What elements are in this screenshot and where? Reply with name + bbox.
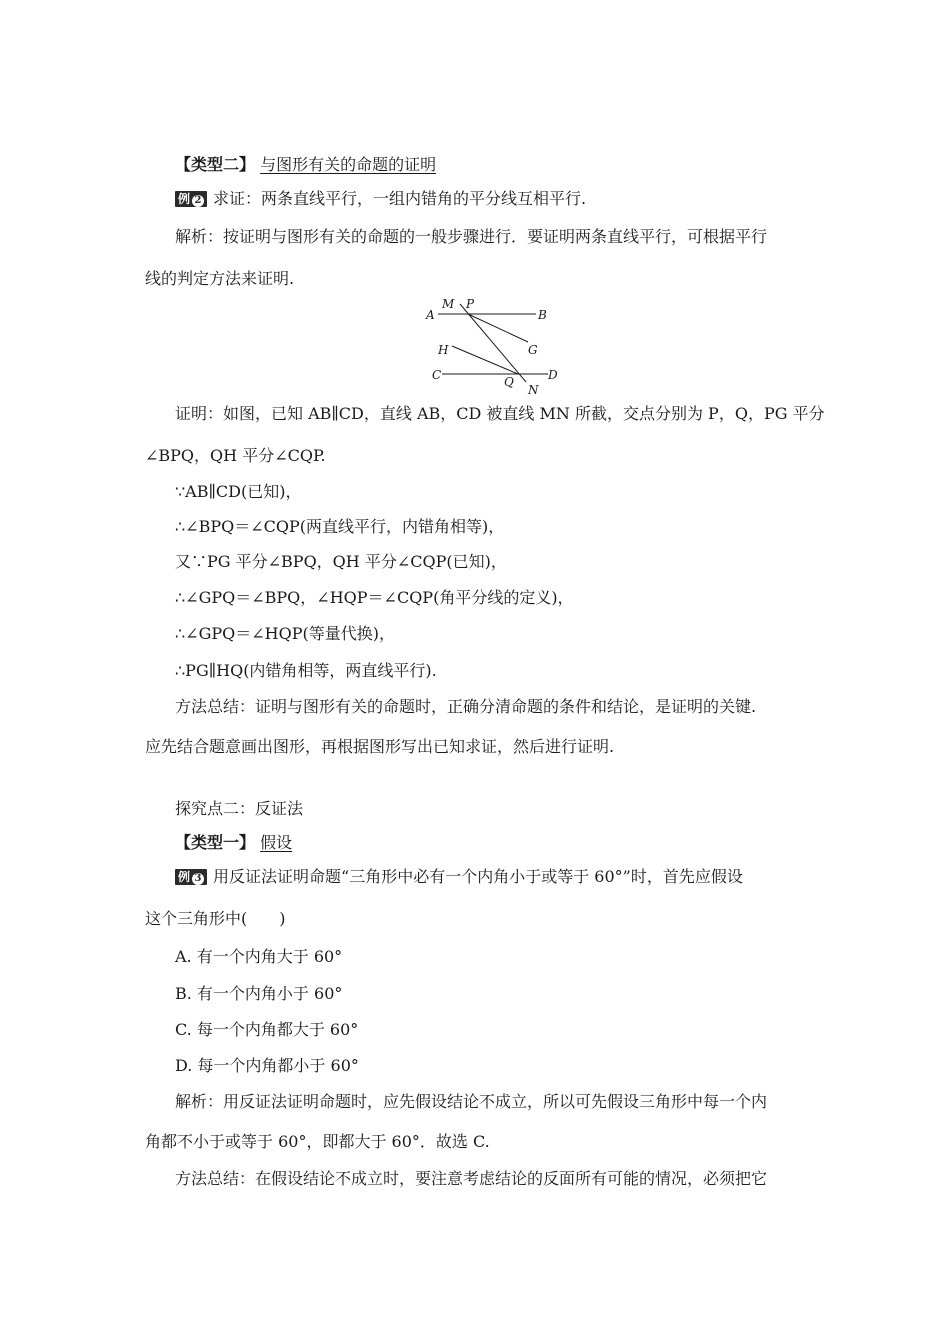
proof-step2: ∴∠BPQ＝∠CQP(两直线平行，内错角相等)， — [175, 517, 505, 536]
example-3-badge: 例 3 — [175, 869, 207, 885]
label-p: P — [466, 297, 475, 311]
label-b: B — [538, 308, 547, 322]
analysis-1-line2: 线的判定方法来证明. — [145, 269, 295, 288]
type2-heading — [175, 152, 436, 175]
proof-step4: ∴∠GPQ＝∠BPQ，∠HQP＝∠CQP(角平分线的定义)， — [175, 588, 574, 607]
analysis-2-line2: 角都不小于或等于 60°，即都大于 60°．故选 C. — [145, 1132, 490, 1151]
label-m: M — [442, 297, 455, 311]
proof-step6: ∴PG∥HQ(内错角相等，两直线平行). — [175, 661, 437, 680]
ray-qh — [452, 346, 518, 374]
label-c: C — [432, 368, 442, 382]
proof-step1: ∵AB∥CD(已知)， — [175, 482, 302, 501]
type2-title: 与图形有关的命题的证明 — [260, 155, 437, 174]
summary-2: 方法总结：在假设结论不成立时，要注意考虑结论的反面所有可能的情况，必须把它 — [175, 1169, 768, 1188]
option-d: D. 每一个内角都小于 60° — [175, 1056, 359, 1075]
ray-pg — [468, 314, 528, 342]
proof-line2: ∠BPQ，QH 平分∠CQP. — [145, 446, 326, 465]
proof-line1: 证明：如图，已知 AB∥CD，直线 AB，CD 被直线 MN 所截，交点分别为 P，Q，PG 平分 — [175, 404, 825, 423]
type1-bracket: 【类型一】 — [175, 833, 256, 852]
type1-title: 假设 — [260, 833, 293, 852]
option-c: C. 每一个内角都大于 60° — [175, 1020, 359, 1039]
type2-bracket: 【类型二】 — [175, 155, 256, 174]
label-d: D — [548, 368, 558, 382]
option-b: B. 有一个内角小于 60° — [175, 984, 343, 1003]
label-q: Q — [504, 375, 514, 389]
line-mn — [460, 304, 526, 382]
option-a: A. 有一个内角大于 60° — [175, 947, 343, 966]
proof-step3: 又∵PG 平分∠BPQ，QH 平分∠CQP(已知)， — [175, 552, 507, 571]
exploration-point-2: 探究点二：反证法 — [175, 799, 304, 818]
example-2-badge: 例 2 — [175, 191, 207, 207]
proof-step5: ∴∠GPQ＝∠HQP(等量代换)， — [175, 624, 395, 643]
label-g: G — [528, 343, 538, 357]
example-3-line1: 用反证法证明命题“三角形中必有一个内角小于或等于 60°”时，首先应假设 — [213, 867, 743, 886]
analysis-2-line1: 解析：用反证法证明命题时，应先假设结论不成立，所以可先假设三角形中每一个内 — [175, 1092, 768, 1111]
label-h: H — [438, 343, 449, 357]
example-2-text: 求证：两条直线平行，一组内错角的平分线互相平行. — [213, 189, 587, 208]
example-3-line2: 这个三角形中( ) — [145, 909, 286, 928]
type1-heading — [175, 830, 292, 853]
example-2 — [175, 186, 586, 209]
summary-1-line2: 应先结合题意画出图形，再根据图形写出已知求证，然后进行证明. — [145, 737, 615, 756]
label-n: N — [528, 383, 539, 397]
label-a: A — [426, 308, 435, 322]
summary-1-line1: 方法总结：证明与图形有关的命题时，正确分清命题的条件和结论，是证明的关键. — [175, 697, 757, 716]
example-3 — [175, 864, 743, 887]
analysis-1-line1: 解析：按证明与图形有关的命题的一般步骤进行．要证明两条直线平行，可根据平行 — [175, 227, 768, 246]
parallel-lines-figure — [420, 294, 570, 398]
